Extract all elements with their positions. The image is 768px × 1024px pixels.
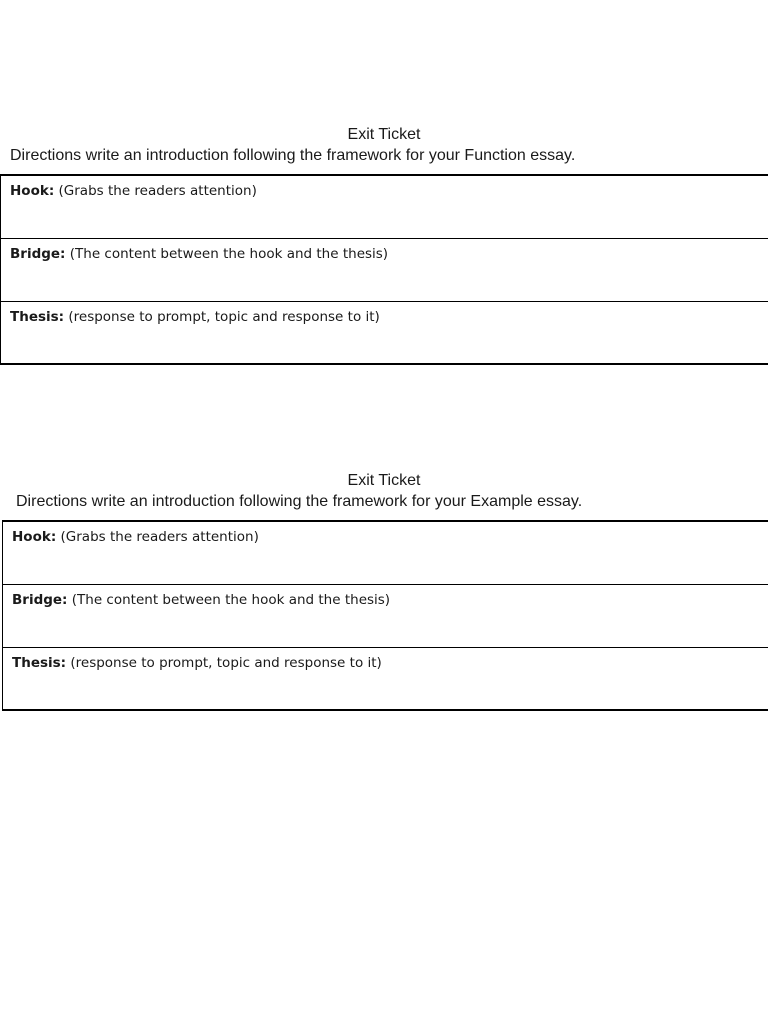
thesis-label: Thesis: — [10, 308, 65, 325]
thesis-cell[interactable] — [1, 301, 768, 364]
thesis-hint: (response to prompt, topic and response to it) — [64, 308, 380, 325]
bridge-hint: (The content between the hook and the thesis) — [67, 591, 391, 608]
bridge-hint: (The content between the hook and the thesis) — [65, 245, 389, 262]
bridge-label: Bridge: — [12, 591, 68, 608]
ticket-title: Exit Ticket — [347, 472, 421, 489]
hook-label: Hook: — [12, 529, 57, 545]
table-row-bridge — [3, 584, 768, 647]
hook-hint: (Grabs the readers attention) — [54, 183, 257, 199]
intro-framework-table — [2, 520, 768, 711]
ticket-title: Exit Ticket — [347, 126, 421, 143]
thesis-cell[interactable] — [3, 647, 768, 710]
hook-hint: (Grabs the readers attention) — [56, 529, 259, 545]
table-row-bridge — [1, 238, 768, 301]
bridge-cell[interactable] — [3, 584, 768, 647]
ticket-directions: Directions write an introduction following the framework for your Example essay. — [16, 493, 583, 510]
bridge-label: Bridge: — [10, 245, 66, 262]
hook-label: Hook: — [10, 183, 55, 199]
hook-cell[interactable] — [1, 175, 768, 238]
ticket-directions: Directions write an introduction following the framework for your Function essay. — [10, 147, 576, 164]
table-row-thesis — [3, 647, 768, 710]
table-row-hook — [1, 175, 768, 238]
table-row-hook — [3, 521, 768, 584]
intro-framework-table — [0, 174, 768, 365]
thesis-label: Thesis: — [12, 654, 67, 671]
thesis-hint: (response to prompt, topic and response to it) — [66, 654, 382, 671]
table-row-thesis — [1, 301, 768, 364]
bridge-cell[interactable] — [1, 238, 768, 301]
hook-cell[interactable] — [3, 521, 768, 584]
